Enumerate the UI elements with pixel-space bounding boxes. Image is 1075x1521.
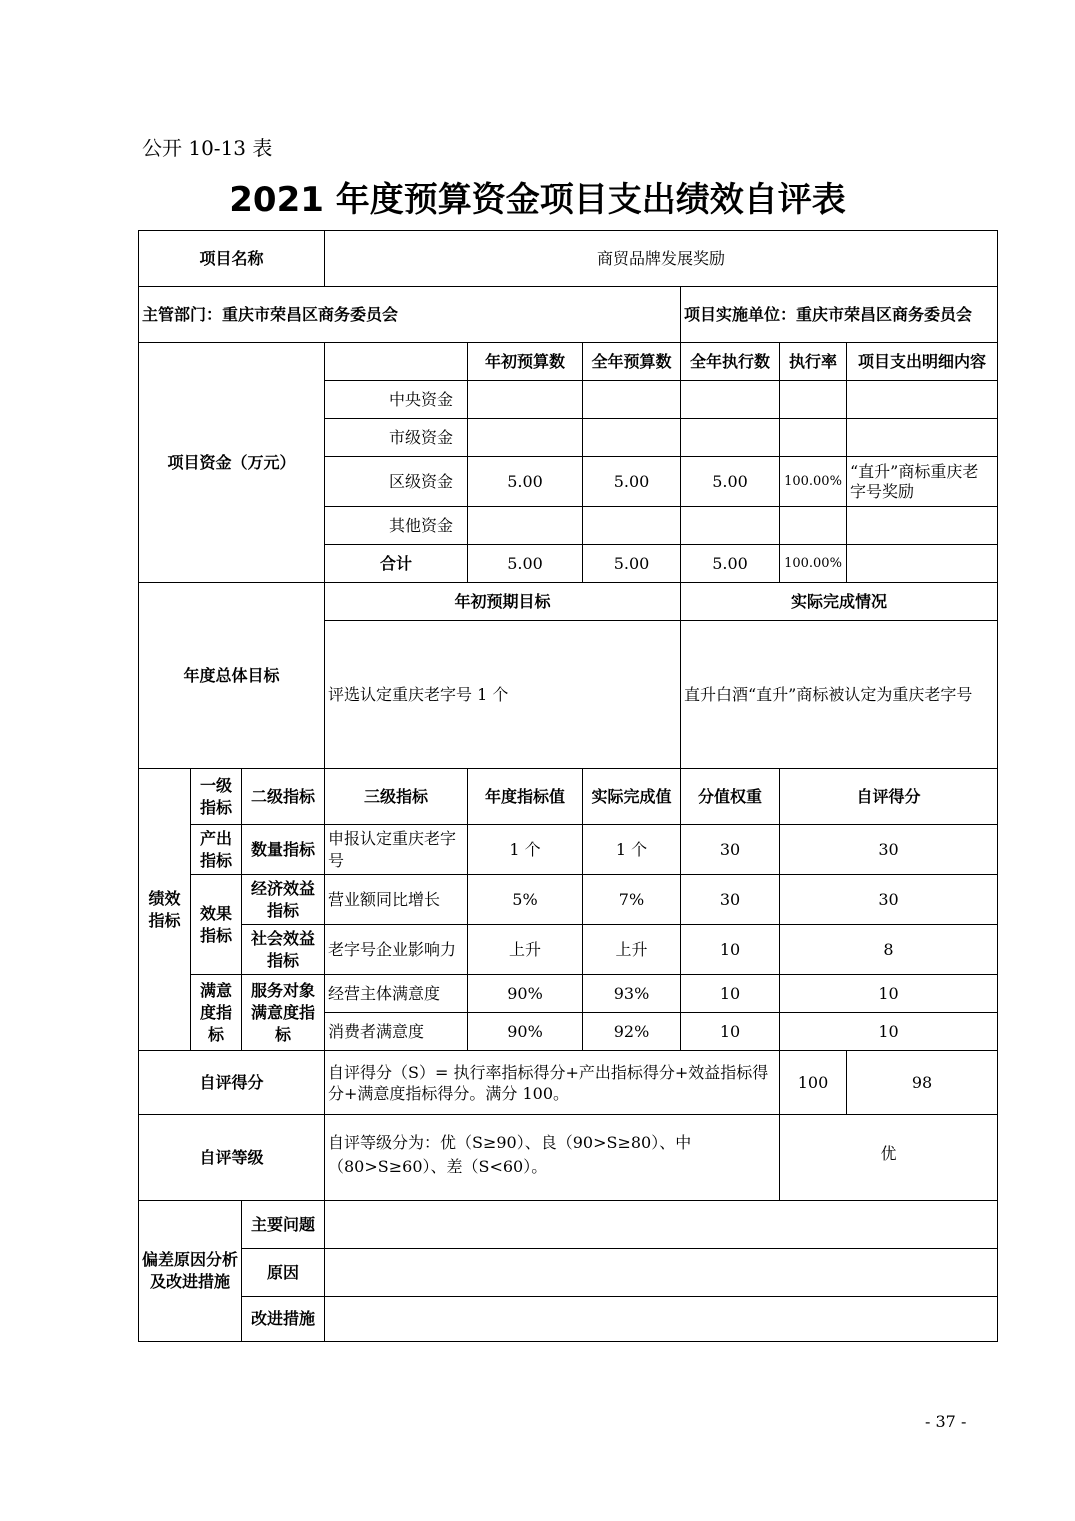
indicator-header: 二级指标 [242,769,325,825]
level2-cell: 社会效益指标 [242,925,325,975]
level3-cell: 消费者满意度 [325,1013,468,1051]
funds-cell: 100.00% [780,545,847,583]
self-grade-desc: 自评等级分为：优（S≥90）、良（90>S≥80）、中（80>S≥60）、差（S<60）。 [325,1115,780,1201]
funds-cell [780,419,847,457]
funds-cell [847,507,998,545]
score-cell: 10 [780,1013,998,1051]
level3-cell: 经营主体满意度 [325,975,468,1013]
level1-cell: 效果指标 [191,875,242,975]
funds-header: 全年执行数 [681,343,780,381]
self-grade-value: 优 [780,1115,998,1201]
funds-cell [681,419,780,457]
level3-cell: 老字号企业影响力 [325,925,468,975]
page-title: 2021 年度预算资金项目支出绩效自评表 [229,180,846,220]
table-tag: 公开 10-13 表 [142,136,273,160]
funds-cell [468,507,583,545]
deviation-item: 改进措施 [242,1297,325,1342]
project-name-label: 项目名称 [139,231,325,287]
deviation-value [325,1249,998,1297]
level2-cell: 经济效益指标 [242,875,325,925]
funds-label: 项目资金（万元） [139,343,325,583]
funds-header: 项目支出明细内容 [847,343,998,381]
funds-cell: 5.00 [681,545,780,583]
indicator-header: 年度指标值 [468,769,583,825]
weight-cell: 30 [681,825,780,875]
funds-cell: 5.00 [583,457,681,507]
funds-cell [847,545,998,583]
level2-cell: 服务对象满意度指标 [242,975,325,1051]
indicator-header: 分值权重 [681,769,780,825]
deviation-value [325,1297,998,1342]
indicator-header: 自评得分 [780,769,998,825]
indicator-header: 三级指标 [325,769,468,825]
funds-row-name: 其他资金 [325,507,468,545]
weight-cell: 10 [681,975,780,1013]
goals-expected-header: 年初预期目标 [325,583,681,621]
funds-header: 年初预算数 [468,343,583,381]
funds-cell [847,381,998,419]
deviation-label: 偏差原因分析及改进措施 [139,1201,242,1342]
indicator-row [139,875,998,925]
funds-cell [583,419,681,457]
funds-cell [681,381,780,419]
funds-header: 执行率 [780,343,847,381]
level2-cell: 数量指标 [242,825,325,875]
dept-cell: 主管部门：重庆市荣昌区商务委员会 [139,287,681,343]
goals-actual-header: 实际完成情况 [681,583,998,621]
funds-cell [681,507,780,545]
level3-cell: 营业额同比增长 [325,875,468,925]
funds-cell: 5.00 [468,545,583,583]
funds-cell: 5.00 [468,457,583,507]
funds-cell [780,507,847,545]
funds-detail-cell: “直升”商标重庆老字号奖励 [847,457,998,507]
funds-cell: 100.00% [780,457,847,507]
funds-header-blank [325,343,468,381]
deviation-value [325,1201,998,1249]
performance-table [138,230,998,1342]
level1-cell: 产出指标 [191,825,242,875]
indicator-row [139,925,998,975]
funds-cell [583,507,681,545]
target-cell: 上升 [468,925,583,975]
indicators-label: 绩效指标 [139,769,191,1051]
self-score-value: 98 [847,1051,998,1115]
actual-cell: 上升 [583,925,681,975]
funds-cell [468,381,583,419]
target-cell: 90% [468,975,583,1013]
target-cell: 90% [468,1013,583,1051]
indicator-header: 实际完成值 [583,769,681,825]
unit-cell: 项目实施单位：重庆市荣昌区商务委员会 [681,287,998,343]
weight-cell: 10 [681,925,780,975]
indicator-header: 一级指标 [191,769,242,825]
funds-cell [780,381,847,419]
funds-cell [847,419,998,457]
actual-cell: 1 个 [583,825,681,875]
funds-row-name: 区级资金 [325,457,468,507]
funds-cell: 5.00 [681,457,780,507]
score-cell: 10 [780,975,998,1013]
funds-cell: 5.00 [583,545,681,583]
weight-cell: 10 [681,1013,780,1051]
page-number: - 37 - [925,1412,967,1431]
funds-header: 全年预算数 [583,343,681,381]
deviation-item: 原因 [242,1249,325,1297]
actual-cell: 92% [583,1013,681,1051]
funds-cell [583,381,681,419]
self-grade-label: 自评等级 [139,1115,325,1201]
funds-cell [468,419,583,457]
indicator-row [139,825,998,875]
score-cell: 30 [780,825,998,875]
self-score-total: 100 [780,1051,847,1115]
score-cell: 8 [780,925,998,975]
weight-cell: 30 [681,875,780,925]
actual-cell: 93% [583,975,681,1013]
goals-expected: 评选认定重庆老字号 1 个 [325,621,681,769]
indicator-row [139,975,998,1013]
funds-row-name: 市级资金 [325,419,468,457]
target-cell: 1 个 [468,825,583,875]
self-score-label: 自评得分 [139,1051,325,1115]
deviation-item: 主要问题 [242,1201,325,1249]
goals-actual: 直升白酒“直升”商标被认定为重庆老字号 [681,621,998,769]
funds-row-name: 中央资金 [325,381,468,419]
project-name-value: 商贸品牌发展奖励 [325,231,998,287]
goals-label: 年度总体目标 [139,583,325,769]
target-cell: 5% [468,875,583,925]
level1-cell: 满意度指标 [191,975,242,1051]
actual-cell: 7% [583,875,681,925]
self-score-desc: 自评得分（S）= 执行率指标得分+产出指标得分+效益指标得分+满意度指标得分。满分 100。 [325,1051,780,1115]
level3-cell: 申报认定重庆老字号 [325,825,468,875]
funds-row-name: 合计 [325,545,468,583]
score-cell: 30 [780,875,998,925]
